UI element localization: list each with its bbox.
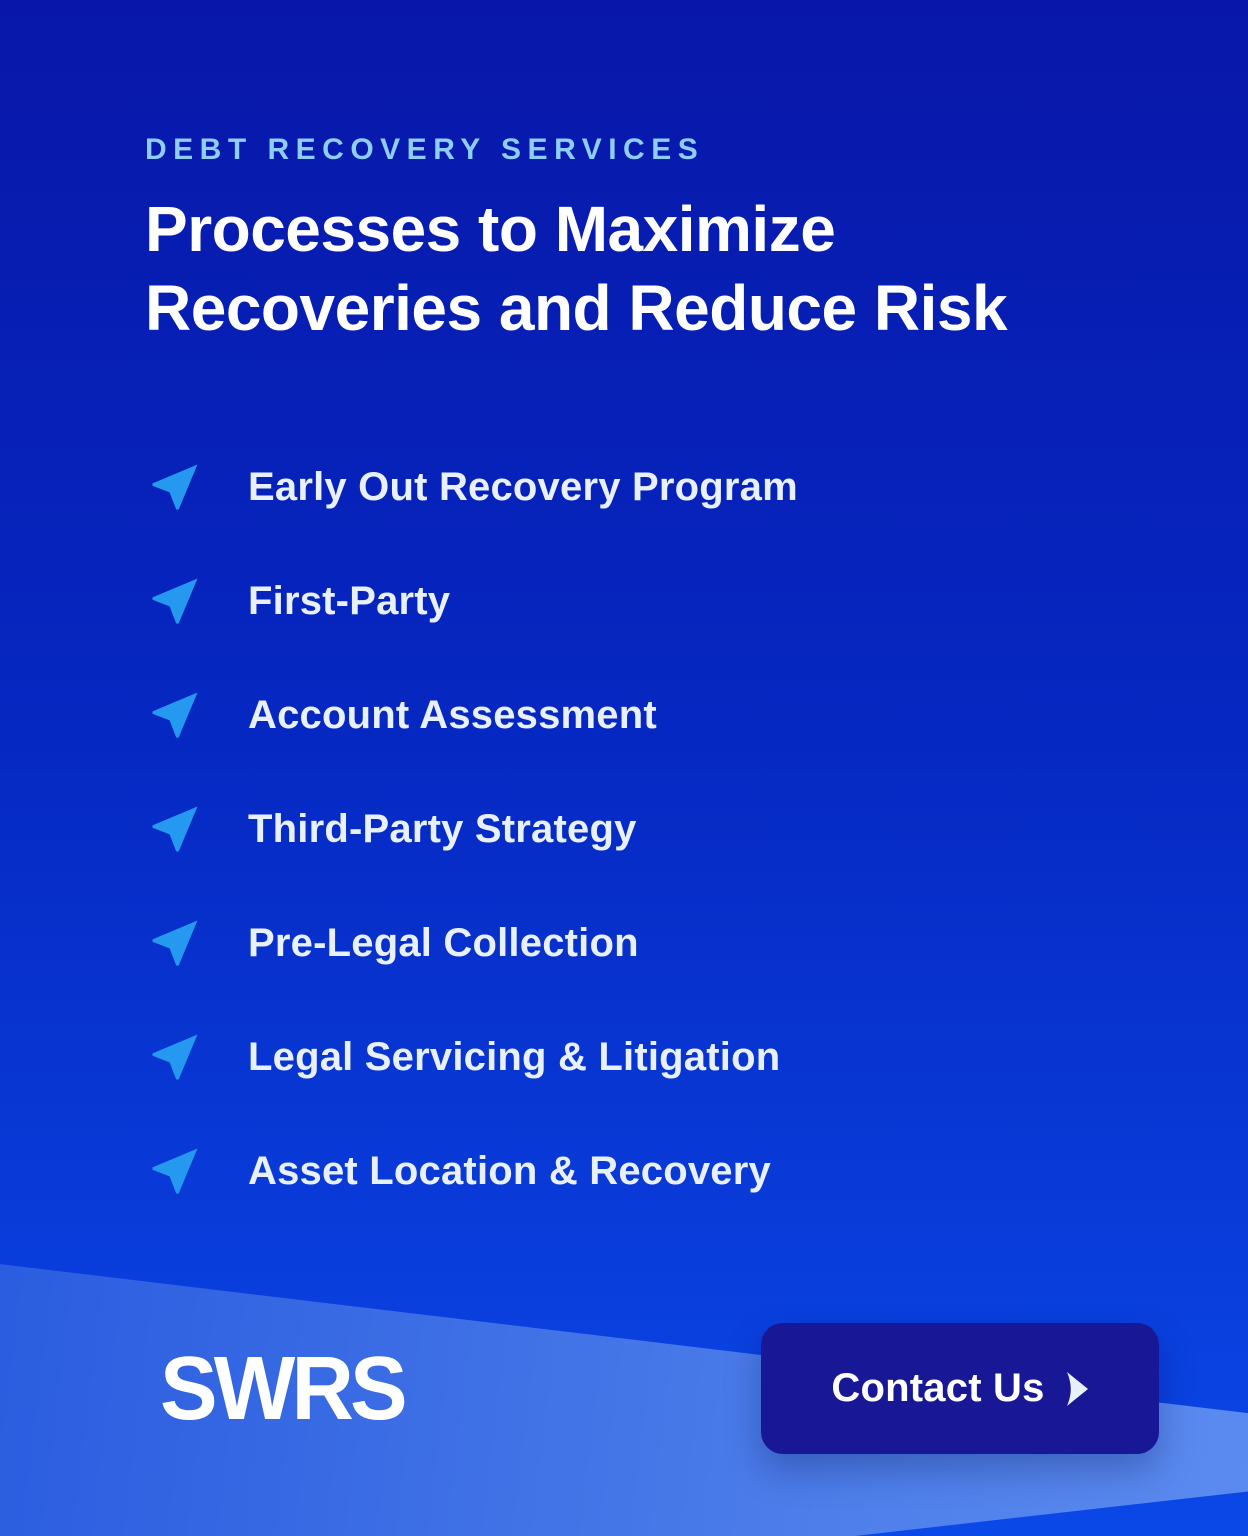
page-title-line1: Processes to Maximize — [145, 193, 836, 265]
contact-us-button[interactable] — [761, 1323, 1159, 1454]
navigation-arrow-icon — [145, 685, 205, 745]
page-title-line2: Recoveries and Reduce Risk — [145, 272, 1008, 344]
page-title — [145, 190, 1007, 348]
navigation-arrow-icon — [145, 1027, 205, 1087]
navigation-arrow-icon — [145, 913, 205, 973]
list-item — [145, 658, 1188, 772]
service-label: Account Assessment — [248, 692, 657, 737]
eyebrow-label: DEBT RECOVERY SERVICES — [145, 133, 705, 166]
swrs-logo: SWRS — [160, 1339, 404, 1439]
service-label: Legal Servicing & Litigation — [248, 1034, 781, 1079]
navigation-arrow-icon — [145, 799, 205, 859]
list-item — [145, 1000, 1188, 1114]
service-label: Early Out Recovery Program — [248, 464, 798, 509]
service-label: Pre-Legal Collection — [248, 920, 639, 965]
chevron-right-icon — [1065, 1371, 1089, 1407]
navigation-arrow-icon — [145, 1141, 205, 1201]
list-item — [145, 430, 1188, 544]
navigation-arrow-icon — [145, 457, 205, 517]
service-label: Third-Party Strategy — [248, 806, 637, 851]
service-list — [145, 430, 1188, 1228]
list-item — [145, 1114, 1188, 1228]
service-label: First-Party — [248, 578, 451, 623]
contact-us-label: Contact Us — [831, 1366, 1045, 1410]
navigation-arrow-icon — [145, 571, 205, 631]
list-item — [145, 772, 1188, 886]
list-item — [145, 544, 1188, 658]
list-item — [145, 886, 1188, 1000]
service-label: Asset Location & Recovery — [248, 1148, 771, 1193]
